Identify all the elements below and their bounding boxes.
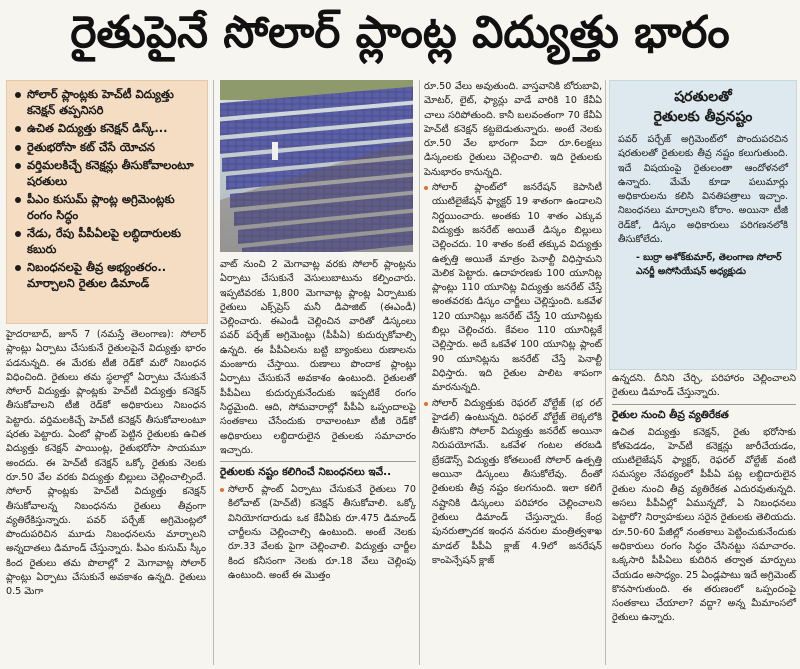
column-divider	[605, 80, 606, 665]
highlights-box	[6, 80, 208, 324]
column-divider	[213, 80, 214, 665]
quote-box	[609, 80, 797, 370]
article-paragraph: రూ.50 వేలు అవుతుంది. వాస్తవానికి బోరుబావి, మోటర్, లైట్, ఫ్యాన్లు వాడే వారికి 10 కేవీఏ చాలు సరిపోతుంది. కానీ బలవంతంగా 70 కేవీఏ హెచ్‌టీ కనెక్షన్ కట్టబెడుతున్నారు. అంటే నెలకు రూ.50 వేల భారంగా పేదా రూ.6లక్షలు డిస్కంలకు రైతులు చెల్లించాలి. ఇది రైతులకు పెనుభారం కానున్నది.	[424, 81, 602, 178]
highlight-item: సోలార్ ప్లాంట్లకు హెచ్‌టీ విద్యుత్తు కనెక్షన్ తప్పనిసరి	[15, 87, 201, 118]
article-paragraph: హైదరాబాద్, జూన్ 7 (నమస్తే తెలంగాణ): సోలార్ ప్లాంట్లు ఏర్పాటు చేసుకునే రైతులపైనే విద్యుత్తు భారం పడనున్నది. ఈ మేరకు టీజీ రెడ్‌కో మరో నిబంధన విధించింది. రైతులు తమ స్థలాల్లో ఏర్పాటు చేసుకునే సోలార్ విద్యుత్తు ప్లాంట్లకు హెచ్‌టీ విద్యుత్తు కనెక్షన్ తీసుకోవాలని టీజీ రెడ్‌కో అధికారులు నిబంధన పెట్టారు. వర్తిమలకిచ్చే హెచ్‌టీ కనెక్షన్ తీసుకోవాలంటూ షరతు పెట్టారు. ఏంటో ప్లాంట్ పెట్టిన రైతులకు ఉచిత విద్యుత్తు కనెక్షన్ పాయింట్ల, రైతుభరోసా సాయమూ అందదు. ఈ హెచ్‌టీ కనెక్షన్ ఒక్కో రైతుకు నెలకు రూ.50 వేల వరకు విద్యుత్తు బిల్లులు చెల్లించాల్సిందే. సోలార్ ప్లాంట్లకు హెచ్‌టీ విద్యుత్తు కనెక్షన్ తీసుకోవాలన్న నిబంధనను రైతులు తీవ్రంగా వ్యతిరేకిస్తున్నారు. పవర్ పర్చేజ్ అగ్రిమెంట్లలో పొందుపరిచిన మూడు నిబంధనలను మార్చాలని అన్నదాతలు డిమాండ్ చేస్తున్నారు. పీఎం కుసుమ్ స్కీం కింద రైతులు తమ పొలాల్లో 2 మెగావాట్ల సోలార్ ప్లాంట్లు ఏర్పాటు చేసుకునే అవకాశం ఉన్నది. రైతులు 0.5 మెగా	[6, 329, 206, 598]
article-paragraph: ఉన్నదని. దీనిని చేర్చి, పరిహారం చెల్లించాలని రైతులు డిమాండ్ చేస్తున్నారు.	[612, 373, 796, 399]
highlight-item: వర్తిమలకిచ్చే కనెక్షన్లు తీసుకోవాలంటూ షరతులు	[15, 158, 201, 189]
headline: రైతుపైనే సోలార్ ప్లాంట్ల విద్యుత్తు భారం	[70, 7, 730, 58]
column-divider	[419, 80, 420, 665]
quote-title-line-2: రైతులకు తీవ్రనష్టం	[653, 109, 753, 125]
person-figure	[272, 142, 278, 160]
quote-title-line-1: షరతులతో	[674, 89, 732, 105]
quote-box-title	[610, 87, 796, 127]
rule-bullet-paragraph: సోలార్ ప్లాంట్ ఏర్పాటు చేసుకునే రైతులు 70 కిలోవాట్ (హెచ్‌టీ) కనెక్షన్ తీసుకోవాలి. ఒక్కో వినియోగదారుడు ఒక కేవీఏకు రూ.475 డిమాండ్ చార్జీలను చెల్లించాల్సి ఉంటుంది. అంటే నెలకు రూ.33 వేలకు పైగా చెల్లించాలి. విద్యుత్తు చార్జీల కింద కనీసంగా నెలకు రూ.18 వేలు చెల్లింపు ఉంటుంది. అంటే ఈ మొత్తం	[220, 483, 416, 583]
section-subheading: రైతుల నుంచి తీవ్ర వ్యతిరేకత	[612, 404, 796, 423]
rule-bullet-paragraph: సోలార్ ప్లాంట్‌లో జనరేషన్ కెపాసిటీ యుటిలైజేషన్ ఫ్యాక్టర్ 19 శాతంగా ఉండాలని నిర్ణయించారు. అంతకు 10 శాతం ఎక్కువ విద్యుత్తు జనరేట్ అయితే డిస్కం బిల్లులు చెల్లించదు. 10 శాతం కంటే తక్కువ విద్యుత్తు ఉత్పత్తి అయితే మాత్రం పెనాల్టీ విధిస్తామని మెలిక పెట్టారు. ఉదాహరణకు 100 యూనిట్ల ప్లాంట్లు 110 యూనిట్ల విద్యుత్తు జనరేట్ చేస్తే అంతవరకు డిస్కం చార్జీలు చెల్లిస్తుంది. ఒకవేళ 120 యూనిట్లు జనరేట్ చేస్తే 10 యూనిట్లకు బిల్లు చెల్లించరు. కేవలం 110 యూనిట్లకే చెల్లిస్తారు. అదే ఒకవేళ 100 యూనిట్ల ప్లాంట్ 90 యూనిట్లను జనరేట్ చేస్తే పెనాల్టీ విధిస్తారు. ఇది రైతుల పాలిట శాపంగా మారనున్నది.	[424, 181, 602, 395]
highlight-item: పీఎం కుసుమ్ ప్లాంట్ల అగ్రిమెంట్లకు రంగం సిద్ధం	[15, 192, 201, 223]
article-column-3	[424, 80, 602, 569]
article-paragraph: వాట్ నుంచి 2 మెగావాట్ల వరకు సోలార్ ప్లాంట్లను ఏర్పాటు చేసుకునే వెసులుబాటును కల్పించారు. ఇప్పటివరకు 1,800 మెగావాట్ల ప్లాంట్ల ఏర్పాటుకు రైతులు ఎక్స్‌ప్రెస్ మనీ డిపాజిట్ (ఈఎండీ) చెల్లించారు. ఈఎండీ చెల్లించిన వారితో డిస్కంలు పవర్ పర్చేజ్ అగ్రిమెంట్లు (పీపీఏ) కుదుర్చుకోవాల్సి ఉన్నది. ఈ పీపీఏలను బట్టి బ్యాంకులు రుణాలను మంజూరు చేస్తాయి. రుణాలు పొందాక ప్లాంట్లు ఏర్పాటు చేసుకునే అవకాశం ఉంటుంది. రైతులతో పీపీఏలు కుదుర్చుకునేందుకు ఇప్పటికే రంగం సిద్ధమైంది. ఆది, సోమవారాల్లో పీపీఏ ఒప్పందాలపై సంతకాలు చేసేందుకు రావాలంటూ టీజీ రెడ్‌కో అధికారులు లబ్ధిదారులైన రైతులకు సమాచారం ఇచ్చారు.	[220, 259, 416, 456]
article-column-2	[220, 258, 416, 584]
solar-panel-photo	[220, 80, 413, 252]
solar-field-illustration	[220, 80, 413, 252]
highlight-item: నేడు, రేపు పీపీఏలపై లబ్ధిదారులకు కబురు	[15, 226, 201, 257]
highlight-item: రైతుభరోసా కట్ చేసే యోచన	[15, 140, 201, 156]
rule-bullet-paragraph: సోలార్ విద్యుత్తుకు రెఫరల్ వోల్టేజ్ (భ రల్ హైడల్) ఉంటున్నది. రిఫరల్ వోల్టేజ్ లెక్కలోకి తీసుకొని సోలార్ విద్యుత్తు జనరేట్ అయినా నిరుపయోగమే. ఒకవేళ గంటల తరబడి బ్రేకడౌన్స్ విద్యుత్తు కోతలుంటే సోలార్ ఉత్పత్తి అయినా డిస్కంలు తీసుకోలేవు. దీంతో రైతులకు తీవ్ర నష్టం కలగనుంది. ఇలా కలిగే నష్టానికి డిస్కంలు పరిహారం చెల్లించాలని రైతులు డిమాండ్ చేస్తున్నారు. కేంద్ర పునరుత్పాదక ఇంధన వనరుల మంత్రిత్వశాఖ మాడల్ పీపీఏ క్లాజ్ 4.9లో జనరేషన్ కాంపెన్సేషన్ క్లాజ్	[424, 397, 602, 569]
quote-body: పవర్ పర్చేజ్ అగ్రిమెంట్‌లో పొందుపరచిన షరతులతో రైతులకు తీవ్ర నష్టం కలుగుతుంది. ఇదే విషయంపై రైతులంతా ఆందోళనలో ఉన్నారు. మేమే కూడా పలుమార్లు అధికారులను కలిసి వినతిపత్రాలు ఇచ్చాం. నిబంధనలు మార్చాలని కోరాం. అయినా టీజీ రెడ్‌కో, డిస్కం అధికారులు పరిగణనలోకి తీసుకోలేదు.	[618, 134, 788, 246]
section-subheading: రైతులకు నష్టం కలిగించే నిబంధనలు ఇవే..	[220, 461, 416, 480]
highlight-item: ఉచిత విద్యుత్తు కనెక్షన్ డిస్క్...	[15, 121, 201, 137]
article-column-1	[6, 328, 206, 601]
article-paragraph: ఉచిత విద్యుత్తు కనెక్షన్, రైతు భరోసాకు కోతపెడడం, హెచ్‌టీ కనెక్షన్లు జారీచేయడం, యుటిలైజేషన్ ఫ్యాక్టర్, రెఫరల్ వోల్టేజ్ వంటి సమస్యల నేపథ్యంలో పీపీఏ పట్ల లబ్ధిదారులైన రైతుల నుంచి తీవ్ర వ్యతిరేకత ఎదురవుతున్నది. అసలు పీపీఏల్లో ఏమున్నదో, ఏ నిబంధనలు పెట్టారో? నిర్వాహకులు సరైన రైతులకు తెలియదు. రూ.50-60 పేజీల్లో నంతకాలు పెట్టించుకునేందుకు అధికారులు రంగం సిద్ధం చేసినట్టు సమాచారం. ఒక్కసారి పీపీఏలు కుదిరిన తర్వాత మార్పులు చేయడం అసాధ్యం. 25 ఏండ్లపాటు ఇదే అగ్రిమెంట్ కొనసాగుతుంది. ఈ తరుణంలో ఒప్పందంపై సంతకాలు చేయాలా? వద్దా? అన్న మీమాంసలో రైతులు ఉన్నారు.	[612, 426, 796, 624]
article-column-4	[612, 372, 796, 627]
quote-signature: - బుర్రా అశోక్‌కుమార్, తెలంగాణ సోలార్ ఎనర్జీ అసోసియేషన్ అధ్యక్షుడు	[636, 252, 782, 277]
highlight-item: నిబంధనలపై తీవ్ర అభ్యంతరం.. మార్చాలని రైతుల డిమాండ్	[15, 260, 201, 291]
